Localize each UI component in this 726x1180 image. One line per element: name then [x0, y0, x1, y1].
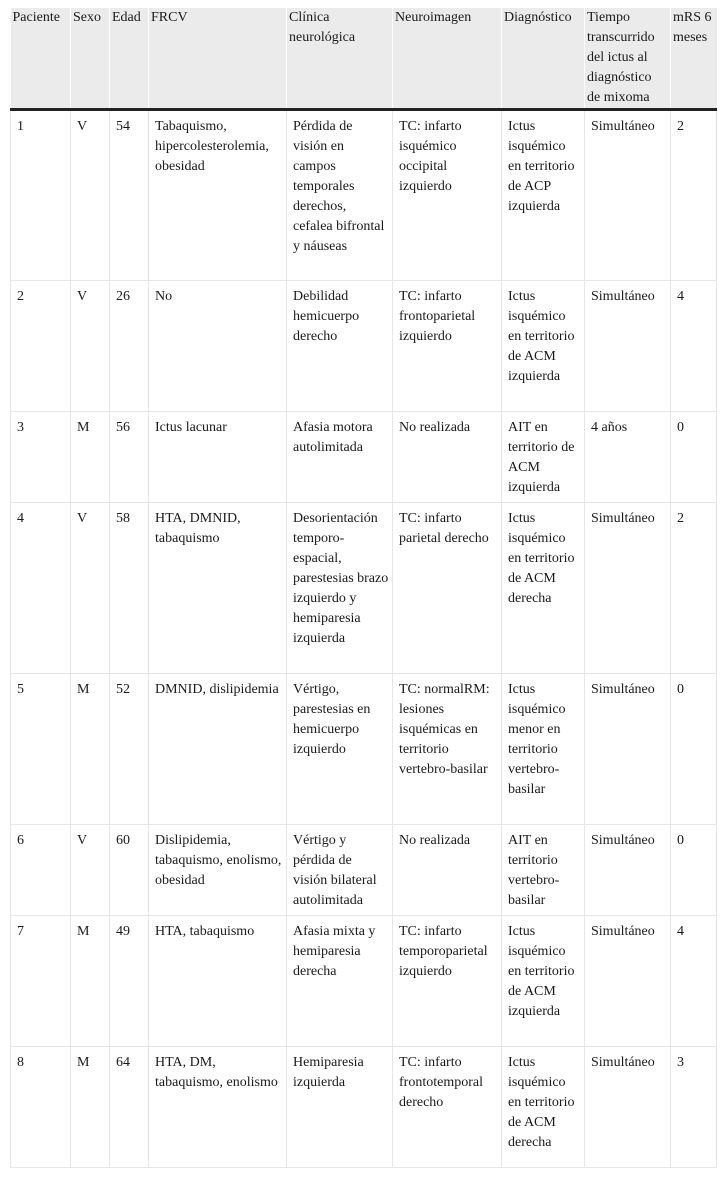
- table-cell: Ictus lacunar: [149, 412, 287, 503]
- table-cell: HTA, DM, tabaquismo, enolismo: [149, 1047, 287, 1168]
- table-cell: Afasia mixta y hemiparesia derecha: [287, 916, 393, 1047]
- table-cell: 64: [110, 1047, 149, 1168]
- table-cell: DMNID, dislipidemia: [149, 674, 287, 825]
- table-cell: Simultáneo: [585, 110, 671, 281]
- table-cell: Tabaquismo, hipercolesterolemia, obesidad: [149, 110, 287, 281]
- table-cell: 1: [11, 110, 71, 281]
- column-header: mRS 6 meses: [671, 8, 717, 110]
- table-cell: V: [71, 110, 110, 281]
- table-cell: 52: [110, 674, 149, 825]
- table-cell: No realizada: [393, 412, 502, 503]
- table-cell: 2: [671, 503, 717, 674]
- table-cell: HTA, tabaquismo: [149, 916, 287, 1047]
- table-cell: TC: infarto frontotemporal derecho: [393, 1047, 502, 1168]
- table-cell: Ictus isquémico en territorio de ACM izquierda: [502, 281, 585, 412]
- table-cell: Vértigo y pérdida de visión bilateral autolimitada: [287, 825, 393, 916]
- table-cell: Ictus isquémico en territorio de ACM derecha: [502, 1047, 585, 1168]
- table-row: [11, 825, 717, 916]
- column-header: Paciente: [11, 8, 71, 110]
- table-cell: M: [71, 674, 110, 825]
- table-cell: AIT en territorio de ACM izquierda: [502, 412, 585, 503]
- table-cell: 2: [671, 110, 717, 281]
- table-row: [11, 916, 717, 1047]
- table-cell: Simultáneo: [585, 1047, 671, 1168]
- table-cell: Simultáneo: [585, 674, 671, 825]
- table-cell: Simultáneo: [585, 281, 671, 412]
- table-cell: TC: infarto isquémico occipital izquierdo: [393, 110, 502, 281]
- table-cell: 2: [11, 281, 71, 412]
- table-cell: Ictus isquémico menor en territorio vertebro-basilar: [502, 674, 585, 825]
- table-cell: 58: [110, 503, 149, 674]
- table-cell: AIT en territorio vertebro-basilar: [502, 825, 585, 916]
- table-cell: Pérdida de visión en campos temporales derechos, cefalea bifrontal y náuseas: [287, 110, 393, 281]
- table-cell: Ictus isquémico en territorio de ACM derecha: [502, 503, 585, 674]
- table-cell: TC: infarto temporoparietal izquierdo: [393, 916, 502, 1047]
- table-cell: HTA, DMNID, tabaquismo: [149, 503, 287, 674]
- table-cell: 4: [11, 503, 71, 674]
- table-cell: 7: [11, 916, 71, 1047]
- table-cell: 0: [671, 412, 717, 503]
- table-cell: Simultáneo: [585, 916, 671, 1047]
- table-cell: Debilidad hemicuerpo derecho: [287, 281, 393, 412]
- table-cell: TC: infarto parietal derecho: [393, 503, 502, 674]
- table-cell: M: [71, 916, 110, 1047]
- table-cell: 26: [110, 281, 149, 412]
- table-row: [11, 412, 717, 503]
- table-row: [11, 503, 717, 674]
- table-cell: Dislipidemia, tabaquismo, enolismo, obesidad: [149, 825, 287, 916]
- table-cell: 5: [11, 674, 71, 825]
- table-cell: Ictus isquémico en territorio de ACM izquierda: [502, 916, 585, 1047]
- table-cell: Afasia motora autolimitada: [287, 412, 393, 503]
- table-cell: 6: [11, 825, 71, 916]
- table-row: [11, 110, 717, 281]
- header-row: [11, 8, 717, 110]
- table-cell: V: [71, 281, 110, 412]
- table-cell: 49: [110, 916, 149, 1047]
- table-cell: 4: [671, 281, 717, 412]
- table-cell: Vértigo, parestesias en hemicuerpo izquierdo: [287, 674, 393, 825]
- patients-table: [10, 8, 717, 1168]
- table-cell: 60: [110, 825, 149, 916]
- table-cell: No: [149, 281, 287, 412]
- table-cell: 8: [11, 1047, 71, 1168]
- table-cell: Simultáneo: [585, 503, 671, 674]
- table-cell: 4 años: [585, 412, 671, 503]
- column-header: Clínica neurológica: [287, 8, 393, 110]
- column-header: Edad: [110, 8, 149, 110]
- table-cell: M: [71, 412, 110, 503]
- column-header: Diagnóstico: [502, 8, 585, 110]
- table-row: [11, 674, 717, 825]
- table-row: [11, 1047, 717, 1168]
- table-row: [11, 281, 717, 412]
- table-cell: 3: [11, 412, 71, 503]
- column-header: Tiempo transcurrido del ictus al diagnóstico de mixoma: [585, 8, 671, 110]
- table-cell: Simultáneo: [585, 825, 671, 916]
- table-cell: 3: [671, 1047, 717, 1168]
- table-cell: 54: [110, 110, 149, 281]
- table-cell: M: [71, 1047, 110, 1168]
- table-cell: TC: infarto frontoparietal izquierdo: [393, 281, 502, 412]
- table-header: [11, 8, 717, 110]
- table-cell: No realizada: [393, 825, 502, 916]
- column-header: FRCV: [149, 8, 287, 110]
- table-cell: Hemiparesia izquierda: [287, 1047, 393, 1168]
- table-cell: V: [71, 503, 110, 674]
- table-cell: TC: normalRM: lesiones isquémicas en territorio vertebro-basilar: [393, 674, 502, 825]
- table-cell: 0: [671, 825, 717, 916]
- table-cell: V: [71, 825, 110, 916]
- table-cell: 4: [671, 916, 717, 1047]
- column-header: Sexo: [71, 8, 110, 110]
- table-body: [11, 110, 717, 1168]
- table-cell: Ictus isquémico en territorio de ACP izquierda: [502, 110, 585, 281]
- column-header: Neuroimagen: [393, 8, 502, 110]
- table-cell: 56: [110, 412, 149, 503]
- table-cell: 0: [671, 674, 717, 825]
- table-cell: Desorientación temporo-espacial, parestesias brazo izquierdo y hemiparesia izquierda: [287, 503, 393, 674]
